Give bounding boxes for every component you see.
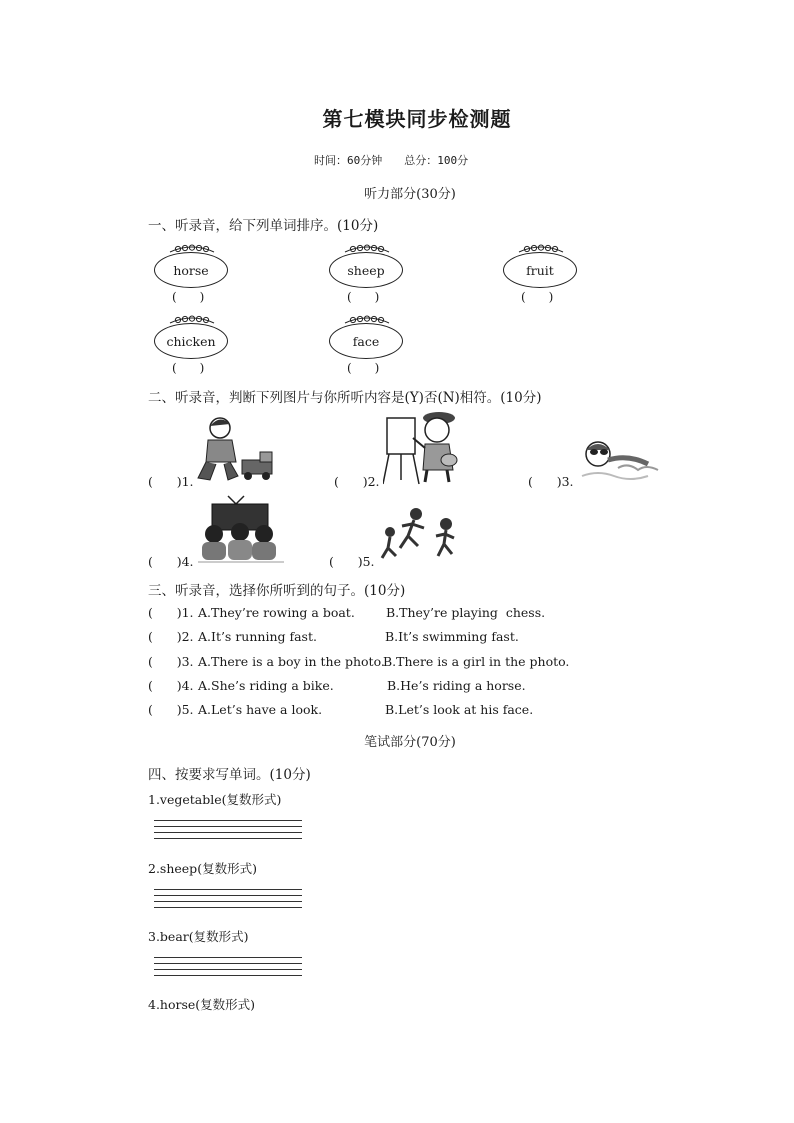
time-limit: 时间：60分钟 bbox=[314, 154, 383, 167]
question-3-option-a[interactable]: A.There is a boy in the photo. bbox=[198, 654, 385, 669]
writing-header: 笔试部分(70分) bbox=[364, 735, 456, 750]
picture-label-1[interactable]: ( )1. bbox=[148, 474, 194, 489]
answer-blank[interactable]: ( ) bbox=[347, 290, 380, 304]
children-running-picture bbox=[378, 506, 462, 566]
question-3-option-b[interactable]: B.There is a girl in the photo. bbox=[383, 654, 570, 669]
picture-label-3[interactable]: ( )3. bbox=[528, 474, 574, 489]
question-3-number[interactable]: ( )3. bbox=[148, 654, 194, 669]
question-1-option-a[interactable]: A.They’re rowing a boat. bbox=[198, 605, 355, 620]
exam-meta bbox=[314, 152, 468, 168]
word-face: face bbox=[329, 323, 403, 359]
question-1-number[interactable]: ( )1. bbox=[148, 605, 194, 620]
question-2-option-b[interactable]: B.It’s swimming fast. bbox=[385, 629, 519, 644]
answer-blank[interactable]: ( ) bbox=[172, 290, 205, 304]
listening-header: 听力部分(30分) bbox=[364, 187, 456, 202]
writing-item-3: 3.bear(复数形式) bbox=[148, 929, 249, 944]
section1-heading: 一、听录音，给下列单词排序。(10分) bbox=[148, 218, 379, 234]
word-card-face bbox=[329, 315, 409, 375]
word-card-chicken bbox=[154, 315, 234, 375]
writing-item-2: 2.sheep(复数形式) bbox=[148, 861, 257, 876]
writing-lines-3[interactable] bbox=[154, 957, 302, 981]
children-watching-tv-picture bbox=[194, 494, 286, 566]
child-swimming-picture bbox=[578, 436, 660, 484]
writing-lines-2[interactable] bbox=[154, 889, 302, 913]
question-4-number[interactable]: ( )4. bbox=[148, 678, 194, 693]
picture-label-5[interactable]: ( )5. bbox=[329, 554, 375, 569]
boy-painting-picture bbox=[383, 410, 465, 486]
question-5-option-b[interactable]: B.Let’s look at his face. bbox=[385, 702, 534, 717]
picture-label-2[interactable]: ( )2. bbox=[334, 474, 380, 489]
word-chicken: chicken bbox=[154, 323, 228, 359]
word-card-sheep bbox=[329, 244, 409, 304]
question-4-option-a[interactable]: A.She’s riding a bike. bbox=[198, 678, 334, 693]
section3-heading: 三、听录音，选择你所听到的句子。(10分) bbox=[148, 583, 406, 599]
answer-blank[interactable]: ( ) bbox=[347, 361, 380, 375]
answer-blank[interactable]: ( ) bbox=[521, 290, 554, 304]
page-title: 第七模块同步检测题 bbox=[322, 107, 512, 131]
question-4-option-b[interactable]: B.He’s riding a horse. bbox=[387, 678, 526, 693]
answer-blank[interactable]: ( ) bbox=[172, 361, 205, 375]
word-fruit: fruit bbox=[503, 252, 577, 288]
writing-item-1: 1.vegetable(复数形式) bbox=[148, 792, 282, 807]
question-5-number[interactable]: ( )5. bbox=[148, 702, 194, 717]
word-card-horse bbox=[154, 244, 234, 304]
question-2-option-a[interactable]: A.It’s running fast. bbox=[198, 629, 317, 644]
question-2-number[interactable]: ( )2. bbox=[148, 629, 194, 644]
total-score: 总分：100分 bbox=[404, 154, 469, 167]
question-5-option-a[interactable]: A.Let’s have a look. bbox=[198, 702, 323, 717]
section4-heading: 四、按要求写单词。(10分) bbox=[148, 767, 311, 783]
question-1-option-b[interactable]: B.They’re playing chess. bbox=[386, 605, 546, 620]
word-card-fruit bbox=[503, 244, 583, 304]
writing-lines-1[interactable] bbox=[154, 820, 302, 844]
boy-with-toy-truck-picture bbox=[190, 414, 282, 486]
writing-item-4: 4.horse(复数形式) bbox=[148, 997, 256, 1012]
section2-heading: 二、听录音，判断下列图片与你所听内容是(Y)否(N)相符。(10分) bbox=[148, 390, 542, 406]
word-sheep: sheep bbox=[329, 252, 403, 288]
word-horse: horse bbox=[154, 252, 228, 288]
picture-label-4[interactable]: ( )4. bbox=[148, 554, 194, 569]
